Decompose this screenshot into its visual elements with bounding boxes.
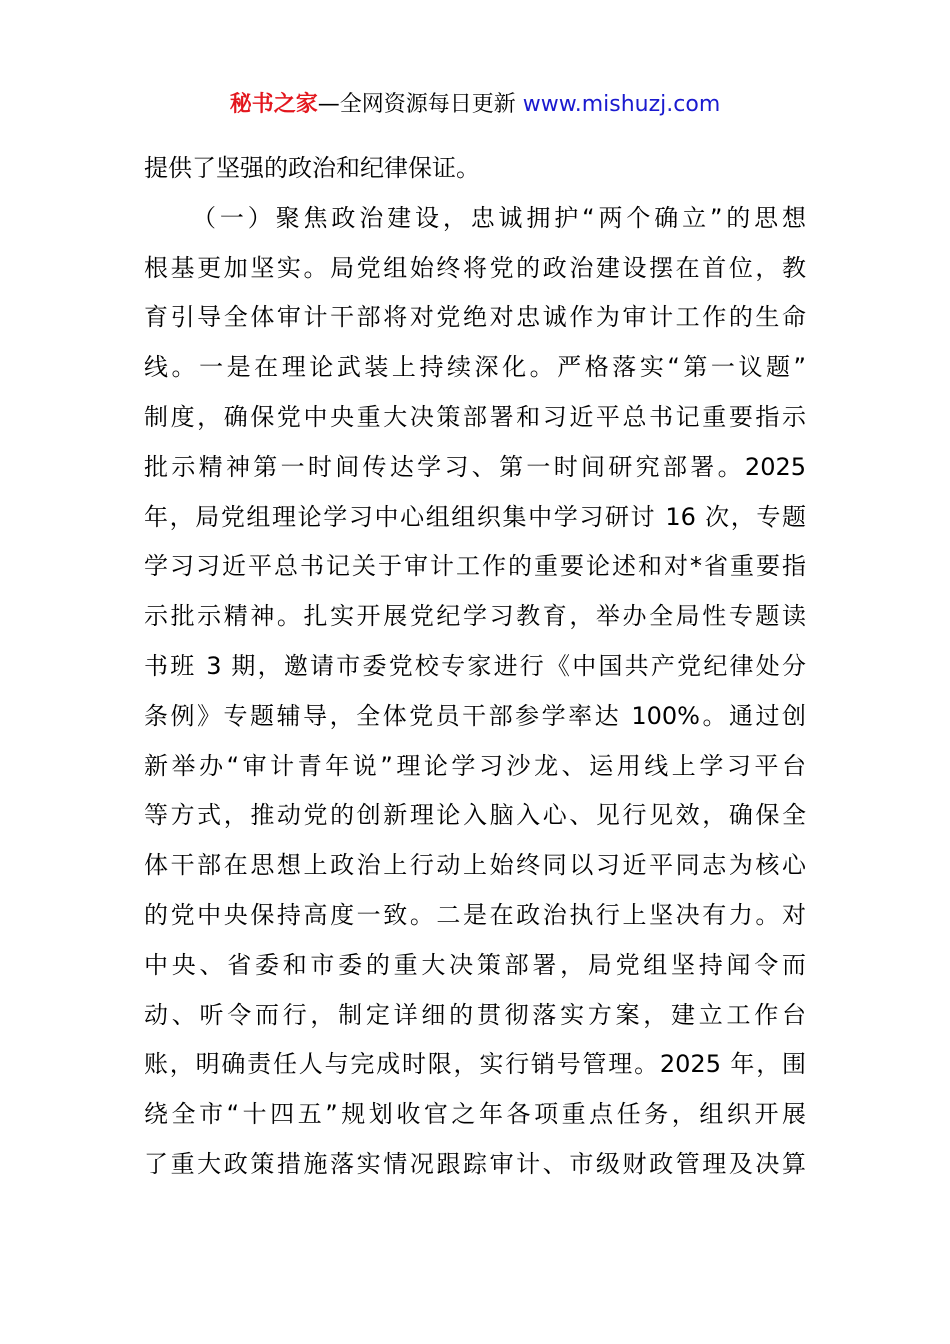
body-line: 学习习近平总书记关于审计工作的重要论述和对*省重要指 bbox=[144, 552, 806, 581]
body-line: 绕全市“十四五”规划收官之年各项重点任务，组织开展 bbox=[144, 1100, 806, 1129]
body-line: 账，明确责任人与完成时限，实行销号管理。2025 年，围 bbox=[144, 1050, 806, 1079]
body-line: 的党中央保持高度一致。二是在政治执行上坚决有力。对 bbox=[144, 900, 806, 929]
body-line: 中央、省委和市委的重大决策部署，局党组坚持闻令而 bbox=[144, 950, 806, 979]
body-line: 育引导全体审计干部将对党绝对忠诚作为审计工作的生命 bbox=[144, 303, 806, 332]
body-line: 年，局党组理论学习中心组组织集中学习研讨 16 次，专题 bbox=[144, 502, 806, 531]
body-line: 提供了坚强的政治和纪律保证。 bbox=[144, 154, 480, 182]
body-line: 示批示精神。扎实开展党纪学习教育，举办全局性专题读 bbox=[144, 602, 806, 631]
body-line: 动、听令而行，制定详细的贯彻落实方案，建立工作台 bbox=[144, 1000, 806, 1029]
body-line: 线。一是在理论武装上持续深化。严格落实“第一议题” bbox=[144, 353, 806, 382]
body-line: 书班 3 期，邀请市委党校专家进行《中国共产党纪律处分 bbox=[144, 651, 806, 680]
body-line: 制度，确保党中央重大决策部署和习近平总书记重要指示 bbox=[144, 402, 806, 431]
header-tagline: —全网资源每日更新 bbox=[317, 92, 523, 117]
body-line: 体干部在思想上政治上行动上始终同以习近平同志为核心 bbox=[144, 851, 806, 880]
body-line: （一）聚焦政治建设，忠诚拥护“两个确立”的思想 bbox=[192, 203, 806, 232]
body-text bbox=[144, 144, 806, 1190]
body-line: 等方式，推动党的创新理论入脑入心、见行见效，确保全 bbox=[144, 801, 806, 830]
body-line: 条例》专题辅导，全体党员干部参学率达 100%。通过创 bbox=[144, 701, 806, 730]
body-line: 批示精神第一时间传达学习、第一时间研究部署。2025 bbox=[144, 452, 806, 481]
body-line: 新举办“审计青年说”理论学习沙龙、运用线上学习平台 bbox=[144, 751, 806, 780]
body-line: 了重大政策措施落实情况跟踪审计、市级财政管理及决算 bbox=[144, 1149, 806, 1178]
body-line: 根基更加坚实。局党组始终将党的政治建设摆在首位，教 bbox=[144, 253, 806, 282]
header-brand: 秘书之家 bbox=[229, 92, 318, 117]
page-header bbox=[0, 88, 950, 122]
header-site-link[interactable]: www.mishuzj.com bbox=[522, 92, 721, 117]
